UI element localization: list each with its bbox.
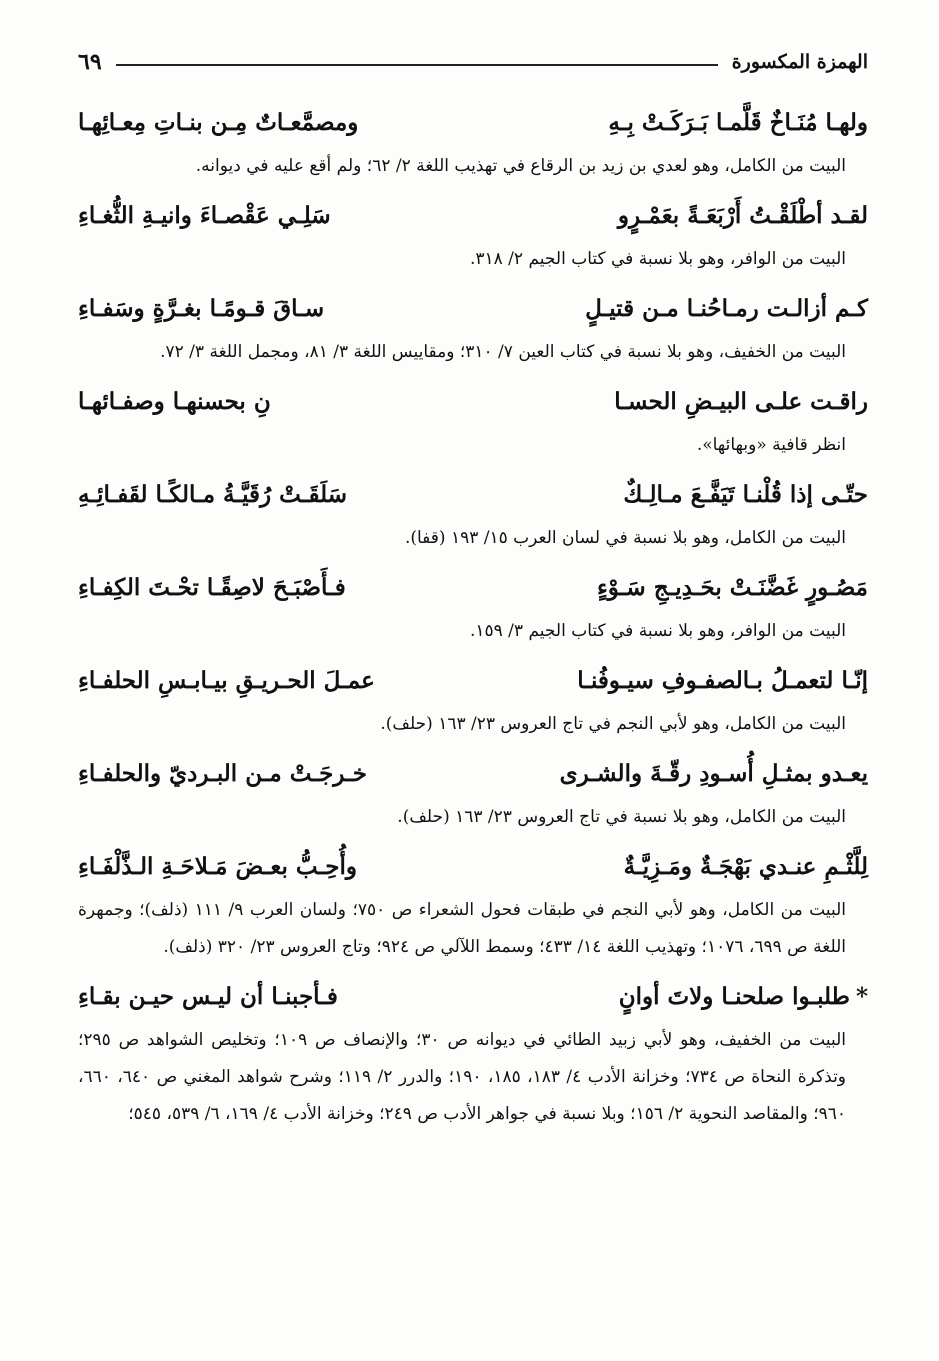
first-hemistich [623,481,868,508]
verse-entry [78,970,868,1133]
verse-footnote: البيت من الكامل، وهو لأبي النجم في طبقات فحول الشعراء ص ٧٥٠؛ ولسان العرب ٩/ ١١١ (ذلف)؛ وجمهرة اللغة ص ٦٩٩، ١٠٧٦؛ وتهذيب اللغة ١٤/ ٤٣٣؛ وسمط اللآلي ص ٩٢٤؛ وتاج العروس ٢٣/ ٣٢٠ (ذلف). [78,900,847,957]
chapter-title: الهمزة المكسورة [731,51,868,73]
verse-footnote: البيت من الكامل، وهو لأبي النجم في تاج العروس ٢٣/ ١٦٣ (حلف). [380,714,846,734]
verse-line [78,468,868,520]
first-hemistich [614,388,868,415]
first-hemistich [624,853,868,880]
first-hemistich [618,202,868,229]
first-hemistich-text: ولهـا مُنَـاخٌ قَلَّمـا بَـرَكَـتْ بِـهِ [608,108,868,136]
first-hemistich-text: لِلَّثْـمِ عنـدي بَهْجَـةٌ ومَـزِيَّـةٌ [623,852,868,880]
first-hemistich [585,295,868,322]
verse-footnote: انظر قافية «وبهائها». [696,435,846,455]
second-hemistich: فـأَصْبَـحَ لاصِقًـا تحْـتَ الكِفـاءِ [78,573,346,601]
first-hemistich [597,574,868,601]
verse-entry [78,468,868,557]
first-hemistich-text: لقـد أطْلَقْـتُ أَرْبَعَـةً بعَمْـرٍو [617,201,868,229]
first-hemistich-text: حتّـى إذا قُلْنـا تَيَفَّـعَ مـالِـكٌ [623,480,868,508]
second-hemistich: سـاقَ قـومًـا بغـرَّةٍ وسَفـاءِ [78,294,325,322]
verse-footnote: البيت من الكامل، وهو بلا نسبة في لسان العرب ١٥/ ١٩٣ (قفا). [404,528,846,548]
asterisk-marker: * [855,982,868,1010]
first-hemistich [577,667,868,694]
second-hemistich: سَلَقَـتْ رُقَيَّـةُ مـالكًـا لقَفـائِـهِ [78,480,347,508]
verse-line [78,840,868,892]
second-hemistich: عمـلَ الحـريـقِ بيـابـسِ الحلفـاءِ [78,666,375,694]
first-hemistich-text: كـم أزالـت رمـاحُنـا مـن قتيـلٍ [585,294,868,322]
first-hemistich-text: راقـت علـى البيـضِ الحسـا [614,387,868,415]
second-hemistich: فـأجبنـا أن ليـس حيـن بقـاءِ [78,982,338,1010]
verse-entry [78,96,868,185]
page-number: ٦٩ [78,49,102,75]
second-hemistich: خـرجَـتْ مـن البـرديّ والحلفـاءِ [78,759,367,787]
verse-footnote: البيت من الخفيف، وهو بلا نسبة في كتاب العين ٧/ ٣١٠؛ ومقاييس اللغة ٣/ ٨١، ومجمل اللغة ٣/ ٧٢. [160,342,846,362]
verse-entry [78,654,868,743]
verse-entry [78,282,868,371]
verse-entry [78,747,868,836]
verse-entry [78,375,868,464]
verse-footnote: البيت من الوافر، وهو بلا نسبة في كتاب الجيم ٢/ ٣١٨. [469,249,846,269]
first-hemistich [560,760,868,787]
second-hemistich: سَلِـي عَقْصـاءَ وانيـةِ الثُّغـاءِ [78,201,331,229]
first-hemistich-text: يعـدو بمثـلِ أُسـودِ رقّـةَ والشـرى [559,759,868,787]
second-hemistich: وأُحِـبُّ بعـضَ مَـلاحَـةِ الـذَّلْفَـاءِ [78,852,357,880]
verse-line [78,747,868,799]
verse-entry [78,561,868,650]
verse-line [78,282,868,334]
verse-line [78,970,868,1022]
second-hemistich: ومصمَّعـاتٌ مِـن بنـاتِ مِعـائِهـا [78,108,359,136]
first-hemistich-text: إنّـا لتعمـلُ بـالصفـوفِ سيـوفُنـا [577,666,868,694]
first-hemistich [619,983,868,1010]
verse-entry [78,840,868,966]
first-hemistich-text: طلبـوا صلحنـا ولاتَ أوانٍ [618,982,850,1010]
verse-line [78,654,868,706]
verse-line [78,189,868,241]
verse-line [78,96,868,148]
verse-footnote: البيت من الكامل، وهو لعدي بن زيد بن الرقاع في تهذيب اللغة ٢/ ٦٢؛ ولم أقع عليه في ديوانه. [195,156,846,176]
verse-line [78,561,868,613]
first-hemistich [608,109,868,136]
page-body [78,96,868,1137]
first-hemistich-text: مَصُـورٍ غَضَّنَـتْ بحَـدِيـجِ سَـوْءٍ [596,573,868,601]
verse-footnote: البيت من الخفيف، وهو لأبي زبيد الطائي في ديوانه ص ٣٠؛ والإنصاف ص ١٠٩؛ وتخليص الشواهد ص ٢٩٥؛ وتذكرة النحاة ص ٧٣٤؛ وخزانة الأدب ٤/ ١٨٣، ١٨٥، ١٩٠؛ والدرر ٢/ ١١٩؛ وشرح شواهد المغني ص ٦٤٠، ٦٦٠، ٩٦٠؛ والمقاصد النحوية ٢/ ١٥٦؛ وبلا نسبة في جواهر الأدب ص ٢٤٩؛ وخزانة الأدب ٤/ ١٦٩، ٦/ ٥٣٩، ٥٤٥؛ [78,1030,847,1124]
verse-footnote: البيت من الوافر، وهو بلا نسبة في كتاب الجيم ٣/ ١٥٩. [469,621,846,641]
second-hemistich: نِ بحسنهـا وصفـائهـا [78,387,271,415]
running-header [78,44,868,80]
verse-footnote: البيت من الكامل، وهو بلا نسبة في تاج العروس ٢٣/ ١٦٣ (حلف). [397,807,846,827]
verse-entry [78,189,868,278]
header-rule [116,64,718,66]
verse-line [78,375,868,427]
